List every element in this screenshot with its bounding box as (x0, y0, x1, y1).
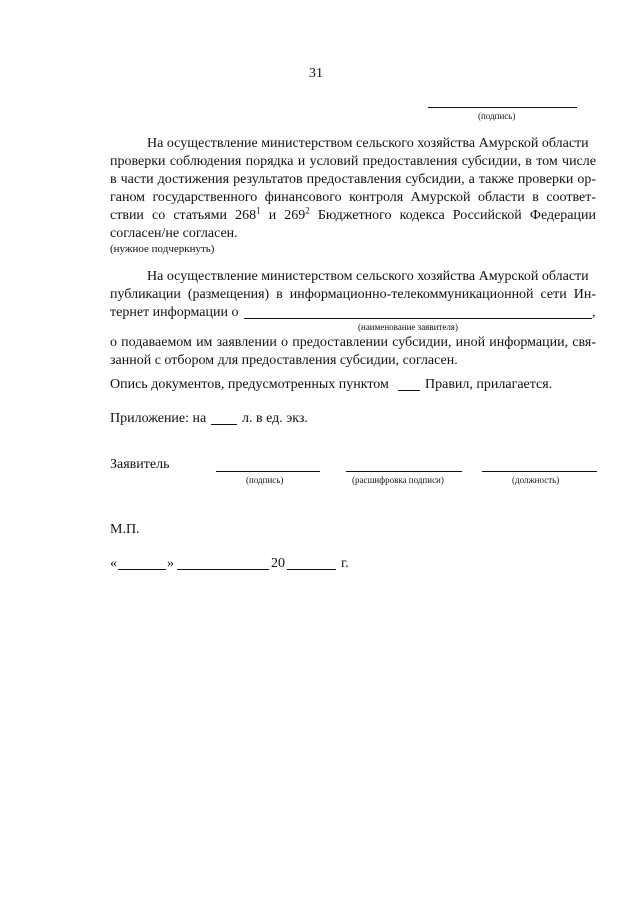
date-year-suffix: г. (341, 556, 349, 571)
consent2-line2: публикации (размещения) в информационно-телекоммуникационной сети Ин- (110, 287, 596, 302)
applicant-label: Заявитель (110, 457, 170, 472)
applicant-decoding-caption: (расшифровка подписи) (352, 475, 444, 485)
applicant-signature-caption: (подпись) (246, 475, 284, 485)
applicant-name-caption: (наименование заявителя) (358, 322, 458, 332)
date-month-line (177, 569, 269, 570)
consent2-line4: о подаваемом им заявлении о предоставлении субсидии, иной информации, свя- (110, 335, 596, 350)
applicant-decoding-line (346, 471, 462, 472)
consent2-line1: На осуществление министерством сельского хозяйства Амурской области (147, 269, 589, 284)
consent1-line6: согласен/не согласен. (110, 226, 238, 241)
consent1-line5-b: и 269 (260, 208, 306, 223)
attachment-sheets-line (211, 424, 237, 425)
consent1-line3: в части достижения результатов предоставления субсидии, а также проверки ор- (110, 172, 596, 187)
inventory-clause-line (398, 390, 420, 391)
consent1-line2: проверки соблюдения порядка и условий предоставления субсидии, в том числе (110, 154, 596, 169)
footnote-mark-1: 1 (256, 205, 261, 216)
consent2-line3-prefix: тернет информации о (110, 305, 239, 320)
applicant-position-caption: (должность) (512, 475, 560, 485)
consent1-note: (нужное подчеркнуть) (110, 243, 215, 255)
date-close-quote: » (167, 556, 174, 571)
inventory-suffix: Правил, прилагается. (425, 377, 553, 392)
footnote-mark-2: 2 (305, 205, 310, 216)
date-year-prefix: 20 (271, 556, 285, 571)
consent1-line1: На осуществление министерством сельского хозяйства Амурской области (147, 136, 589, 151)
date-day-line (118, 569, 166, 570)
top-signature-line (428, 107, 577, 108)
attachment-prefix: Приложение: на (110, 411, 207, 426)
consent1-line5 (110, 207, 596, 225)
consent2-line3-suffix: , (592, 305, 596, 320)
applicant-signature-line (216, 471, 320, 472)
stamp-label: М.П. (110, 522, 140, 537)
applicant-name-line (244, 318, 592, 319)
consent2-line5: занной с отбором для предоставления субсидии, согласен. (110, 353, 458, 368)
consent1-line4: ганом государственного финансового контроля Амурской области в соответ- (110, 190, 596, 205)
date-open-quote: « (110, 556, 117, 571)
inventory-prefix: Опись документов, предусмотренных пунктом (110, 377, 389, 392)
consent1-line5-c: Бюджетного кодекса Российской Федерации (309, 208, 596, 223)
top-signature-caption: (подпись) (478, 111, 516, 121)
applicant-position-line (482, 471, 597, 472)
consent1-line5-a: ствии со статьями 268 (110, 208, 257, 223)
page-number: 31 (309, 66, 323, 81)
attachment-suffix: л. в ед. экз. (242, 411, 308, 426)
date-year-line (287, 569, 336, 570)
